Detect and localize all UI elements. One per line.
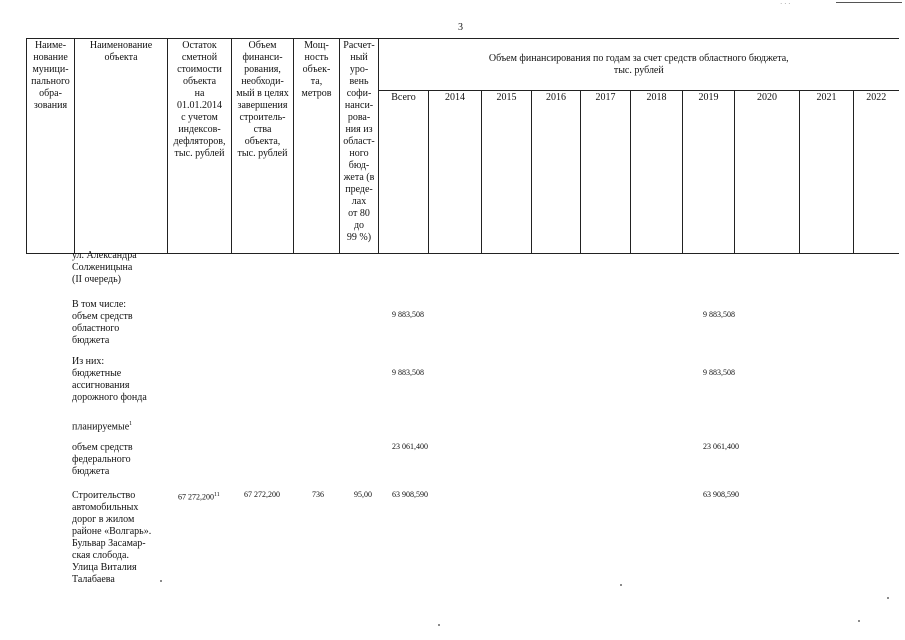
corner-line [836, 2, 902, 3]
col-object-header: Наименование объекта [75, 39, 168, 254]
col-financing-volume-header: Объем финанси- рования, необходи- мый в целях завершения строитель- ства объекта, тыс. рублей [232, 39, 294, 254]
construction-label: Строительство автомобильных дорог в жилом районе «Волгарь». Бульвар Засамар- ская слобода. Улица Виталия Талабаева [72, 490, 152, 585]
regional-budget-total: 9 883,508 [392, 310, 424, 319]
construction-financing-volume: 67 272,200 [244, 490, 280, 499]
scan-speck [438, 624, 440, 626]
construction-capacity: 736 [312, 490, 324, 499]
scan-speck [858, 620, 860, 622]
col-municipality-header: Наиме- нование муници- пального обра- зования [27, 39, 75, 254]
funding-title: Объем финансирования по годам за счет средств областного бюджета, тыс. рублей [379, 39, 899, 91]
col-calc-level-header: Расчет- ный уро- вень софи- нанси- рова- ния из област- ного бюд- жета (в преде- лах от 80 до 99 %) [340, 39, 379, 254]
col-capacity-header: Мощ- ность объек- та, метров [294, 39, 340, 254]
planned-footnote: 1 [129, 421, 133, 427]
regional-budget-2019: 9 883,508 [703, 310, 735, 319]
scan-speck [887, 597, 889, 599]
road-fund-total: 9 883,508 [392, 368, 424, 377]
construction-calc-level: 95,00 [354, 490, 372, 499]
col-total-header: Всего [379, 91, 429, 254]
header-table [26, 38, 899, 254]
planned-label [72, 418, 132, 433]
year-header: 2017 [581, 91, 631, 254]
construction-remaining-cost [178, 490, 220, 503]
col-remaining-cost-header: Остаток сметной стоимости объекта на 01.01.2014 с учетом индексов- дефляторов, тыс. рублей [168, 39, 232, 254]
scan-mark: · · · [780, 0, 791, 8]
federal-budget-total: 23 061,400 [392, 442, 428, 451]
scan-speck [160, 580, 162, 582]
road-fund-2019: 9 883,508 [703, 368, 735, 377]
construction-remaining-value: 67 272,200 [178, 492, 214, 502]
street-continuation: ул. Александра Солженицына (II очередь) [72, 250, 137, 285]
year-header: 2019 [683, 91, 735, 254]
year-header: 2014 [429, 91, 482, 254]
year-header: 2022 [854, 91, 899, 254]
regional-budget-label: В том числе: объем средств областного бюджета [72, 299, 133, 346]
page-number: 3 [458, 22, 463, 33]
year-header: 2016 [532, 91, 581, 254]
year-header: 2021 [800, 91, 854, 254]
planned-text: планируемые [72, 421, 130, 433]
road-fund-label: Из них: бюджетные ассигнования дорожного фонда [72, 356, 147, 403]
year-header: 2015 [482, 91, 532, 254]
construction-2019: 63 908,590 [703, 490, 739, 499]
scan-speck [620, 584, 622, 586]
construction-total: 63 908,590 [392, 490, 428, 499]
federal-budget-2019: 23 061,400 [703, 442, 739, 451]
year-header: 2020 [735, 91, 800, 254]
construction-footnote: 11 [214, 492, 220, 498]
federal-budget-label: объем средств федерального бюджета [72, 442, 133, 477]
year-header: 2018 [631, 91, 683, 254]
